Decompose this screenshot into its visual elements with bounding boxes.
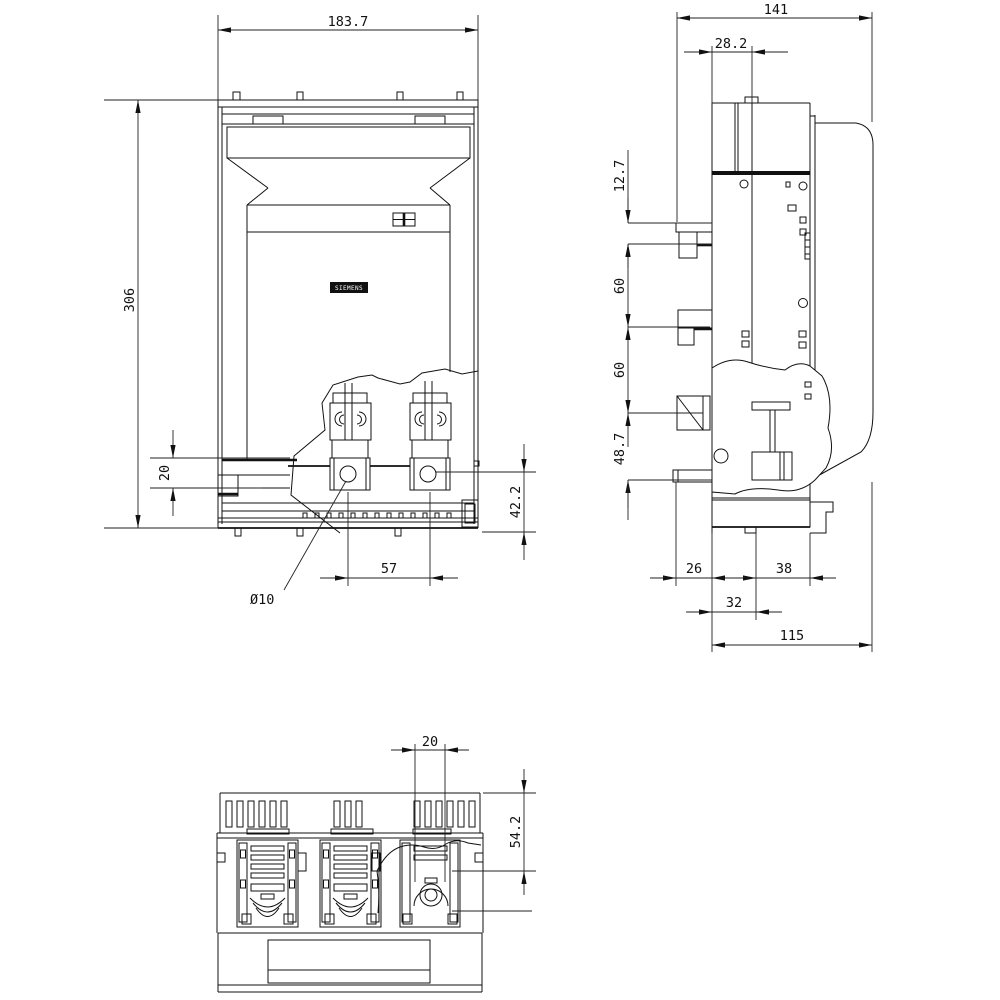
fuse-module-3 [377,840,481,927]
dim-label: 48.7 [612,432,628,466]
bottom-view [217,734,536,992]
dim-label: 26 [685,561,703,577]
dim-side-depth [677,2,872,222]
contact-hole [425,889,437,901]
dim-label: Ø10 [250,592,275,608]
side-foot [712,498,833,533]
terminal-hole [340,466,356,482]
dim-front-height [104,100,220,528]
side-terminal-tabs [673,223,712,482]
rail-slot [415,116,445,124]
dim-contact-depth [452,769,536,911]
dim-label: 57 [380,561,398,577]
vent-slots [226,801,475,834]
dim-label: 38 [775,561,793,577]
foot-tab [235,528,241,536]
dim-label: 115 [779,628,805,644]
dim-label: 32 [725,595,743,611]
foot-tab [297,528,303,536]
break-line [377,841,481,913]
dim-pole-chain [612,150,712,520]
dim-front-width [218,14,478,100]
rail-slot [253,116,283,124]
dim-foot-depth [732,533,836,620]
dim-base-height [436,444,536,560]
fuse-terminal-left [330,383,371,490]
dim-label: 20 [421,734,439,750]
mounting-tab [457,92,463,100]
dim-mid-depth [686,595,782,612]
dim-label: 12.7 [612,159,628,193]
dim-label: 20 [157,464,173,482]
dim-label: 28.2 [714,36,748,52]
fuse-terminal-right [410,381,451,490]
dim-handle-offset [684,36,788,103]
dim-hole-spacing [320,492,458,586]
side-view [612,2,873,652]
break-line [291,369,478,533]
dim-label: 60 [612,361,628,379]
front-view [104,14,536,608]
mounting-tab [397,92,403,100]
siemens-badge [330,282,368,293]
bottom-outline [217,793,483,992]
label-recess [268,940,430,983]
dim-label: 183.7 [327,14,369,30]
foot-tab [395,528,401,536]
brand-label: SIEMENS [334,285,364,292]
dim-terminal-depth [650,482,738,652]
dim-label: 60 [612,277,628,295]
handle-tab [745,97,758,103]
latch-icon [393,213,415,226]
fuse-handle [227,127,470,205]
fuse-module-1 [237,840,298,927]
mounting-tab [233,92,240,100]
dim-label: 306 [122,287,138,313]
dim-label: 54.2 [508,815,524,849]
dim-label: 42.2 [508,485,524,519]
dim-label: 141 [763,2,789,18]
mounting-tab [297,92,303,100]
terminal-hole [420,466,436,482]
side-breakout [712,360,832,494]
